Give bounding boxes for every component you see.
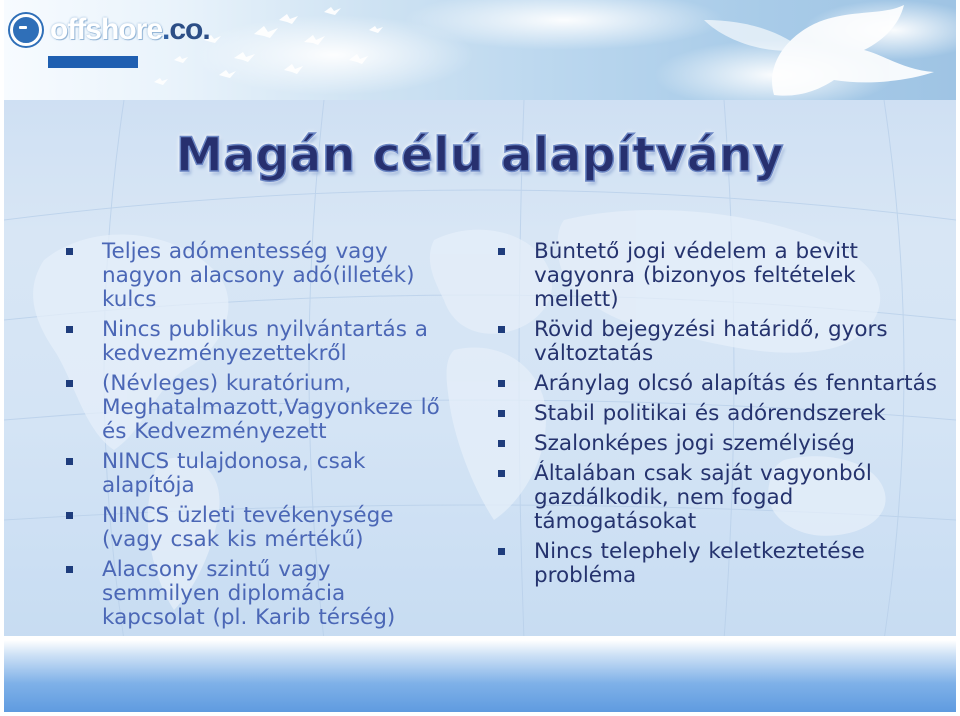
header-banner <box>4 0 956 100</box>
square-bullet-icon <box>498 248 505 255</box>
logo-suffix: co. <box>169 13 210 46</box>
list-item-text: Nincs publikus nyilvántartás a kedvezményezettekről <box>102 317 428 366</box>
square-bullet-icon <box>498 380 505 387</box>
square-bullet-icon <box>498 470 505 477</box>
list-item-text: (Névleges) kuratórium, Meghatalmazott,Vagyonkeze lő és Kedvezményezett <box>102 371 440 444</box>
list-item <box>498 432 938 456</box>
square-bullet-icon <box>66 566 73 573</box>
square-bullet-icon <box>498 326 505 333</box>
square-bullet-icon <box>66 380 73 387</box>
list-item-text: Általában csak saját vagyonból gazdálkodik, nem fogad támogatásokat <box>534 461 872 534</box>
content-area <box>4 100 956 640</box>
square-bullet-icon <box>498 410 505 417</box>
list-item <box>498 402 938 426</box>
list-item-text: NINCS tulajdonosa, csak alapítója <box>102 449 366 498</box>
list-item-text: Nincs telephely keletkeztetése probléma <box>534 539 865 588</box>
square-bullet-icon <box>66 326 73 333</box>
list-item <box>66 318 450 366</box>
list-item <box>66 558 450 630</box>
list-item <box>498 240 938 312</box>
logo-text <box>50 13 210 47</box>
square-bullet-icon <box>498 440 505 447</box>
list-item-text: Teljes adómentesség vagy nagyon alacsony adó(illeték) kulcs <box>102 239 415 312</box>
logo-dot: . <box>162 13 170 46</box>
list-item <box>66 504 450 552</box>
list-item-text: Aránylag olcsó alapítás és fenntartás <box>534 371 937 396</box>
globe-logo-icon <box>10 14 42 46</box>
list-item-text: NINCS üzleti tevékenysége (vagy csak kis mértékű) <box>102 503 394 552</box>
list-item <box>498 318 938 366</box>
logo[interactable] <box>10 12 210 48</box>
logo-underline-bar <box>48 56 138 68</box>
slide-title: Magán célú alapítvány <box>175 128 785 183</box>
list-item-text: Büntető jogi védelem a bevitt vagyonra (bizonyos feltételek mellett) <box>534 239 858 312</box>
square-bullet-icon <box>498 548 505 555</box>
list-item <box>66 450 450 498</box>
logo-main: offshore <box>50 13 162 46</box>
square-bullet-icon <box>66 458 73 465</box>
footer-band <box>4 640 956 712</box>
list-item-text: Rövid bejegyzési határidő, gyors változtatás <box>534 317 888 366</box>
list-item-text: Szalonképes jogi személyiség <box>534 431 855 456</box>
left-bullet-list <box>66 240 450 636</box>
list-item <box>498 540 938 588</box>
square-bullet-icon <box>66 248 73 255</box>
list-item-text: Alacsony szintű vagy semmilyen diplomácia kapcsolat (pl. Karib térség) <box>102 557 396 630</box>
list-item-text: Stabil politikai és adórendszerek <box>534 401 886 426</box>
square-bullet-icon <box>66 512 73 519</box>
list-item <box>66 240 450 312</box>
list-item <box>498 372 938 396</box>
list-item <box>66 372 450 444</box>
list-item <box>498 462 938 534</box>
right-bullet-list <box>498 240 938 594</box>
